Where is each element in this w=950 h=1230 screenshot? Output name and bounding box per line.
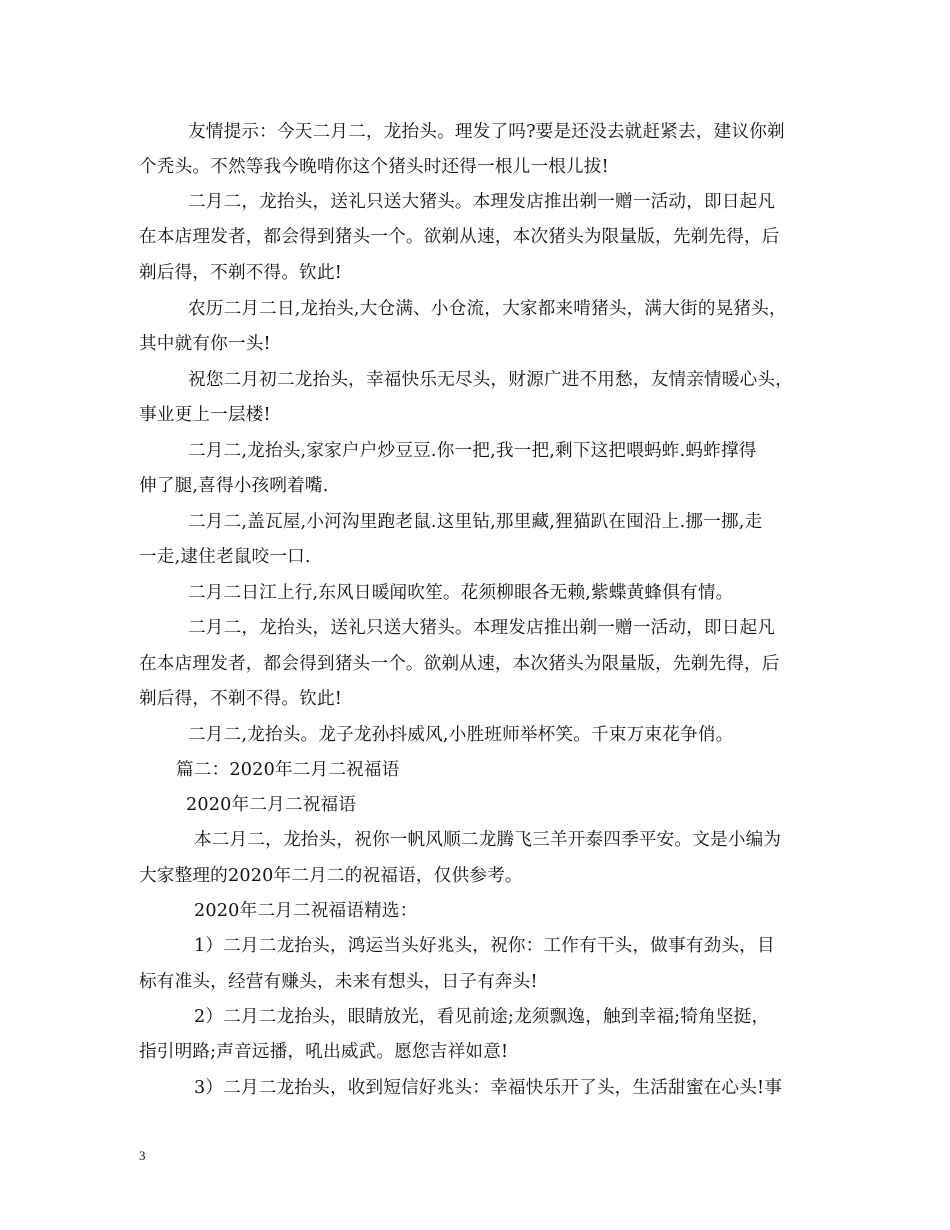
text-line: 二月二日江上行,东风日暖闻吹笙。花须柳眼各无赖,紫蝶黄蜂俱有情。 <box>188 583 734 603</box>
text-line: 伸了腿,喜得小孩咧着嘴. <box>139 476 329 496</box>
article-title: 2020年二月二祝福语 <box>186 795 357 815</box>
text-line: 其中就有你一头! <box>139 334 271 354</box>
section-heading: 篇二：2020年二月二祝福语 <box>176 760 400 780</box>
list-item: 2）二月二龙抬头，眼睛放光，看见前途;龙须飘逸，触到幸福;犄角坚挺， <box>194 1007 770 1027</box>
text-line: 二月二，龙抬头，送礼只送大猪头。本理发店推出剃一赠一活动，即日起凡 <box>188 192 776 212</box>
text-line: 祝您二月初二龙抬头，幸福快乐无尽头，财源广进不用愁，友情亲情暖心头， <box>188 370 793 390</box>
text-line: 剃后得，不剃不得。钦此! <box>139 263 343 283</box>
text-line: 一走,逮住老鼠咬一口. <box>139 547 311 567</box>
text-line: 二月二,龙抬头。龙子龙孙抖威风,小胜班师举杯笑。千束万束花争俏。 <box>188 725 734 745</box>
text-line: 在本店理发者，都会得到猪头一个。欲剃从速，本次猪头为限量版，先剃先得，后 <box>139 654 780 674</box>
text-line: 二月二,龙抬头,家家户户炒豆豆.你一把,我一把,剩下这把喂蚂蚱.蚂蚱撑得 <box>188 441 757 461</box>
text-line: 指引明路;声音远播，吼出威武。愿您吉祥如意! <box>139 1042 509 1062</box>
text-line: 农历二月二日,龙抬头,大仓满、小仓流，大家都来啃猪头，满大街的晃猪头， <box>188 299 787 319</box>
text-line: 二月二，龙抬头，送礼只送大猪头。本理发店推出剃一赠一活动，即日起凡 <box>188 618 776 638</box>
text-line: 标有准头，经营有赚头，未来有想头，日子有奔头! <box>139 972 538 992</box>
text-line: 在本店理发者，都会得到猪头一个。欲剃从速，本次猪头为限量版，先剃先得，后 <box>139 227 780 247</box>
text-line: 个秃头。不然等我今晚啃你这个猪头时还得一根儿一根儿拔! <box>139 157 609 177</box>
list-item: 1）二月二龙抬头，鸿运当头好兆头，祝你：工作有干头，做事有劲头，目 <box>194 936 775 956</box>
text-line: 友情提示：今天二月二，龙抬头。理发了吗?要是还没去就赶紧去，建议你剃 <box>188 122 785 142</box>
text-line: 二月二,盖瓦屋,小河沟里跑老鼠.这里钻,那里藏,狸猫趴在囤沿上.挪一挪,走 <box>188 512 763 532</box>
text-line: 本二月二，龙抬头，祝你一帆风顺二龙腾飞三羊开泰四季平安。文是小编为 <box>194 830 782 850</box>
page-number: 3 <box>139 1148 146 1163</box>
subheading: 2020年二月二祝福语精选： <box>194 901 418 921</box>
text-line: 事业更上一层楼! <box>139 405 271 425</box>
text-line: 大家整理的2020年二月二的祝福语，仅供参考。 <box>139 866 523 886</box>
list-item: 3）二月二龙抬头，收到短信好兆头：幸福快乐开了头，生活甜蜜在心头!事 <box>194 1078 783 1098</box>
text-line: 剃后得，不剃不得。钦此! <box>139 689 343 709</box>
